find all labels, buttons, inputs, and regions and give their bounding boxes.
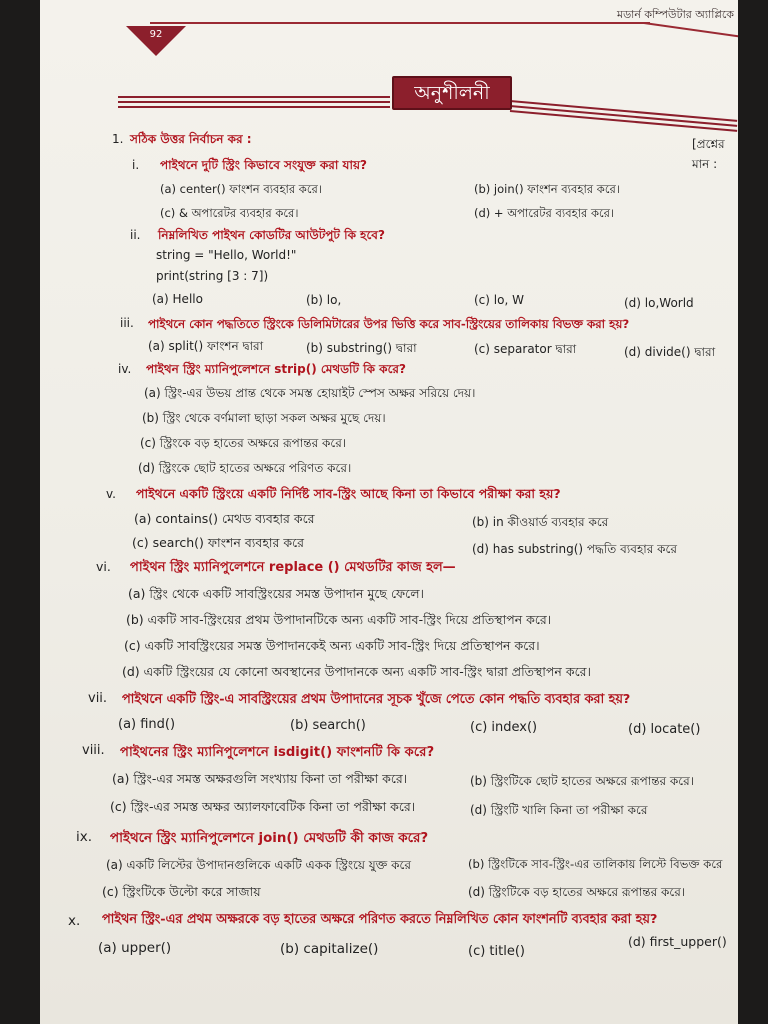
option: (d) divide() দ্বারা (624, 345, 716, 359)
option: (d) locate() (628, 722, 701, 737)
option: (a) স্ট্রিং থেকে একটি সাবস্ট্রিংয়ের সমস্ত উপাদান মুছে ফেলে। (128, 586, 424, 601)
option: (c) title() (468, 944, 525, 959)
question-number: iii. (120, 316, 134, 330)
option: (c) index() (470, 720, 538, 735)
option: (c) স্ট্রিংকে বড় হাতের অক্ষরে রূপান্তর করে। (140, 436, 347, 450)
option: (c) স্ট্রিং-এর সমস্ত অক্ষর অ্যালফাবেটিক কিনা তা পরীক্ষা করে। (110, 799, 416, 814)
book-page (40, 0, 738, 1024)
question-number: i. (132, 158, 140, 172)
question-number: vii. (88, 691, 108, 706)
option: (a) Hello (152, 292, 203, 306)
page-number: 92 (149, 29, 163, 40)
instruction-number: 1. (112, 132, 124, 146)
header-rule (150, 22, 650, 24)
option: (c) lo, W (474, 293, 524, 307)
option: (c) search() ফাংশন ব্যবহার করে (132, 535, 305, 550)
option: (c) & অপারেটর ব্যবহার করে। (160, 206, 299, 220)
question-text: নিম্নলিখিত পাইথন কোডটির আউটপুট কি হবে? (158, 228, 385, 242)
option: (b) capitalize() (280, 941, 379, 957)
question-number: x. (68, 913, 81, 929)
instruction-text: সঠিক উত্তর নির্বাচন কর : (130, 132, 252, 146)
option: (a) split() ফাংশন দ্বারা (148, 339, 264, 353)
question-text: পাইথনে একটি স্ট্রিংয়ে একটি নির্দিষ্ট সাব-স্ট্রিং আছে কিনা তা কিভাবে পরীক্ষা করা হয়? (136, 486, 561, 501)
question-text: পাইথনের স্ট্রিং ম্যানিপুলেশনে isdigit() ফাংশনটি কি করে? (120, 745, 435, 760)
book-title: মডার্ন কম্পিউটার অ্যাপ্লিকে (616, 8, 734, 21)
question-text: পাইথন স্ট্রিং ম্যানিপুলেশনে strip() মেথডটি কি করে? (146, 362, 406, 376)
option: (d) স্ট্রিংটি খালি কিনা তা পরীক্ষা করে (470, 803, 648, 817)
section-title: অনুশীলনী (392, 76, 512, 110)
option: (d) স্ট্রিংটিকে বড় হাতের অক্ষরে রূপান্তর করে। (468, 885, 686, 899)
question-number: ii. (130, 228, 141, 242)
option: (b) join() ফাংশন ব্যবহার করে। (474, 182, 620, 196)
option: (c) একটি সাবস্ট্রিংয়ের সমস্ত উপাদানকেই অন্য একটি সাব-স্ট্রিং দিয়ে প্রতিস্থাপন করে। (124, 638, 540, 653)
option: (d) lo,World (624, 296, 694, 310)
banner-rule (118, 101, 390, 103)
option: (b) search() (290, 718, 366, 733)
marks-note: [প্রশ্নের মান : (692, 137, 725, 171)
option: (a) upper() (98, 940, 172, 956)
option: (d) স্ট্রিংকে ছোট হাতের অক্ষরে পরিণত করে। (138, 461, 352, 475)
code-line: print(string [3 : 7]) (156, 269, 269, 283)
question-number: vi. (96, 559, 111, 574)
option: (b) একটি সাব-স্ট্রিংয়ের প্রথম উপাদানটিকে অন্য একটি সাব-স্ট্রিং দিয়ে প্রতিস্থাপন করে। (126, 612, 552, 627)
option: (d) has substring() পদ্ধতি ব্যবহার করে (472, 542, 677, 556)
question-number: ix. (76, 829, 93, 845)
option: (b) স্ট্রিংটিকে ছোট হাতের অক্ষরে রূপান্তর করে। (470, 774, 695, 788)
question-text: পাইথনে কোন পদ্ধতিতে স্ট্রিংকে ডিলিমিটারের উপর ভিত্তি করে সাব-স্ট্রিংয়ের তালিকায় বিভক্ত করা হয়? (148, 317, 630, 331)
option: (c) স্ট্রিংটিকে উল্টো করে সাজায় (102, 884, 261, 899)
option: (a) contains() মেথড ব্যবহার করে (134, 511, 315, 526)
question-number: viii. (82, 743, 105, 758)
option: (b) lo, (306, 293, 342, 307)
option: (a) find() (118, 717, 176, 732)
question-text: পাইথন স্ট্রিং ম্যানিপুলেশনে replace () মেথডটির কাজ হল— (130, 560, 456, 575)
option: (a) স্ট্রিং-এর উভয় প্রান্ত থেকে সমস্ত হোয়াইট স্পেস অক্ষর সরিয়ে দেয়। (144, 386, 476, 400)
question-text: পাইথন স্ট্রিং-এর প্রথম অক্ষরকে বড় হাতের অক্ষরে পরিণত করতে নিম্নলিখিত কোন ফাংশনটি ব্যবহার করা হয়? (102, 912, 658, 927)
option: (b) in কীওয়ার্ড ব্যবহার করে (472, 515, 609, 529)
question-text: পাইথনে একটি স্ট্রিং-এ সাবস্ট্রিংয়ের প্রথম উপাদানের সূচক খুঁজে পেতে কোন পদ্ধতি ব্যবহার করা হয়? (122, 692, 631, 707)
question-number: iv. (118, 362, 132, 376)
banner-rule (510, 100, 737, 122)
option: (d) একটি স্ট্রিংয়ের যে কোনো অবস্থানের উপাদানকে অন্য একটি সাব-স্ট্রিং দ্বারা প্রতিস্থাপন করে। (122, 664, 591, 679)
option: (b) স্ট্রিং থেকে বর্ণমালা ছাড়া সকল অক্ষর মুছে দেয়। (142, 411, 386, 425)
banner-rule (118, 106, 390, 108)
option: (d) + অপারেটর ব্যবহার করে। (474, 206, 615, 220)
question-text: পাইথনে স্ট্রিং ম্যানিপুলেশনে join() মেথডটি কী কাজ করে? (110, 831, 429, 846)
option: (b) substring() দ্বারা (306, 341, 417, 355)
option: (d) first_upper() (628, 934, 727, 949)
option: (a) স্ট্রিং-এর সমস্ত অক্ষরগুলি সংখ্যায় কিনা তা পরীক্ষা করে। (112, 771, 408, 786)
question-number: v. (106, 487, 116, 501)
banner-rule (118, 96, 390, 98)
code-line: string = "Hello, World!" (156, 248, 297, 262)
option: (a) center() ফাংশন ব্যবহার করে। (160, 182, 322, 196)
option: (c) separator দ্বারা (474, 342, 577, 356)
option: (b) স্ট্রিংটিকে সাব-স্ট্রিং-এর তালিকায় লিস্টে বিভক্ত করে (468, 857, 723, 871)
question-text: পাইথনে দুটি স্ট্রিং কিভাবে সংযুক্ত করা যায়? (160, 158, 367, 172)
option: (a) একটি লিস্টের উপাদানগুলিকে একটি একক স্ট্রিংয়ে যুক্ত করে (106, 858, 411, 872)
